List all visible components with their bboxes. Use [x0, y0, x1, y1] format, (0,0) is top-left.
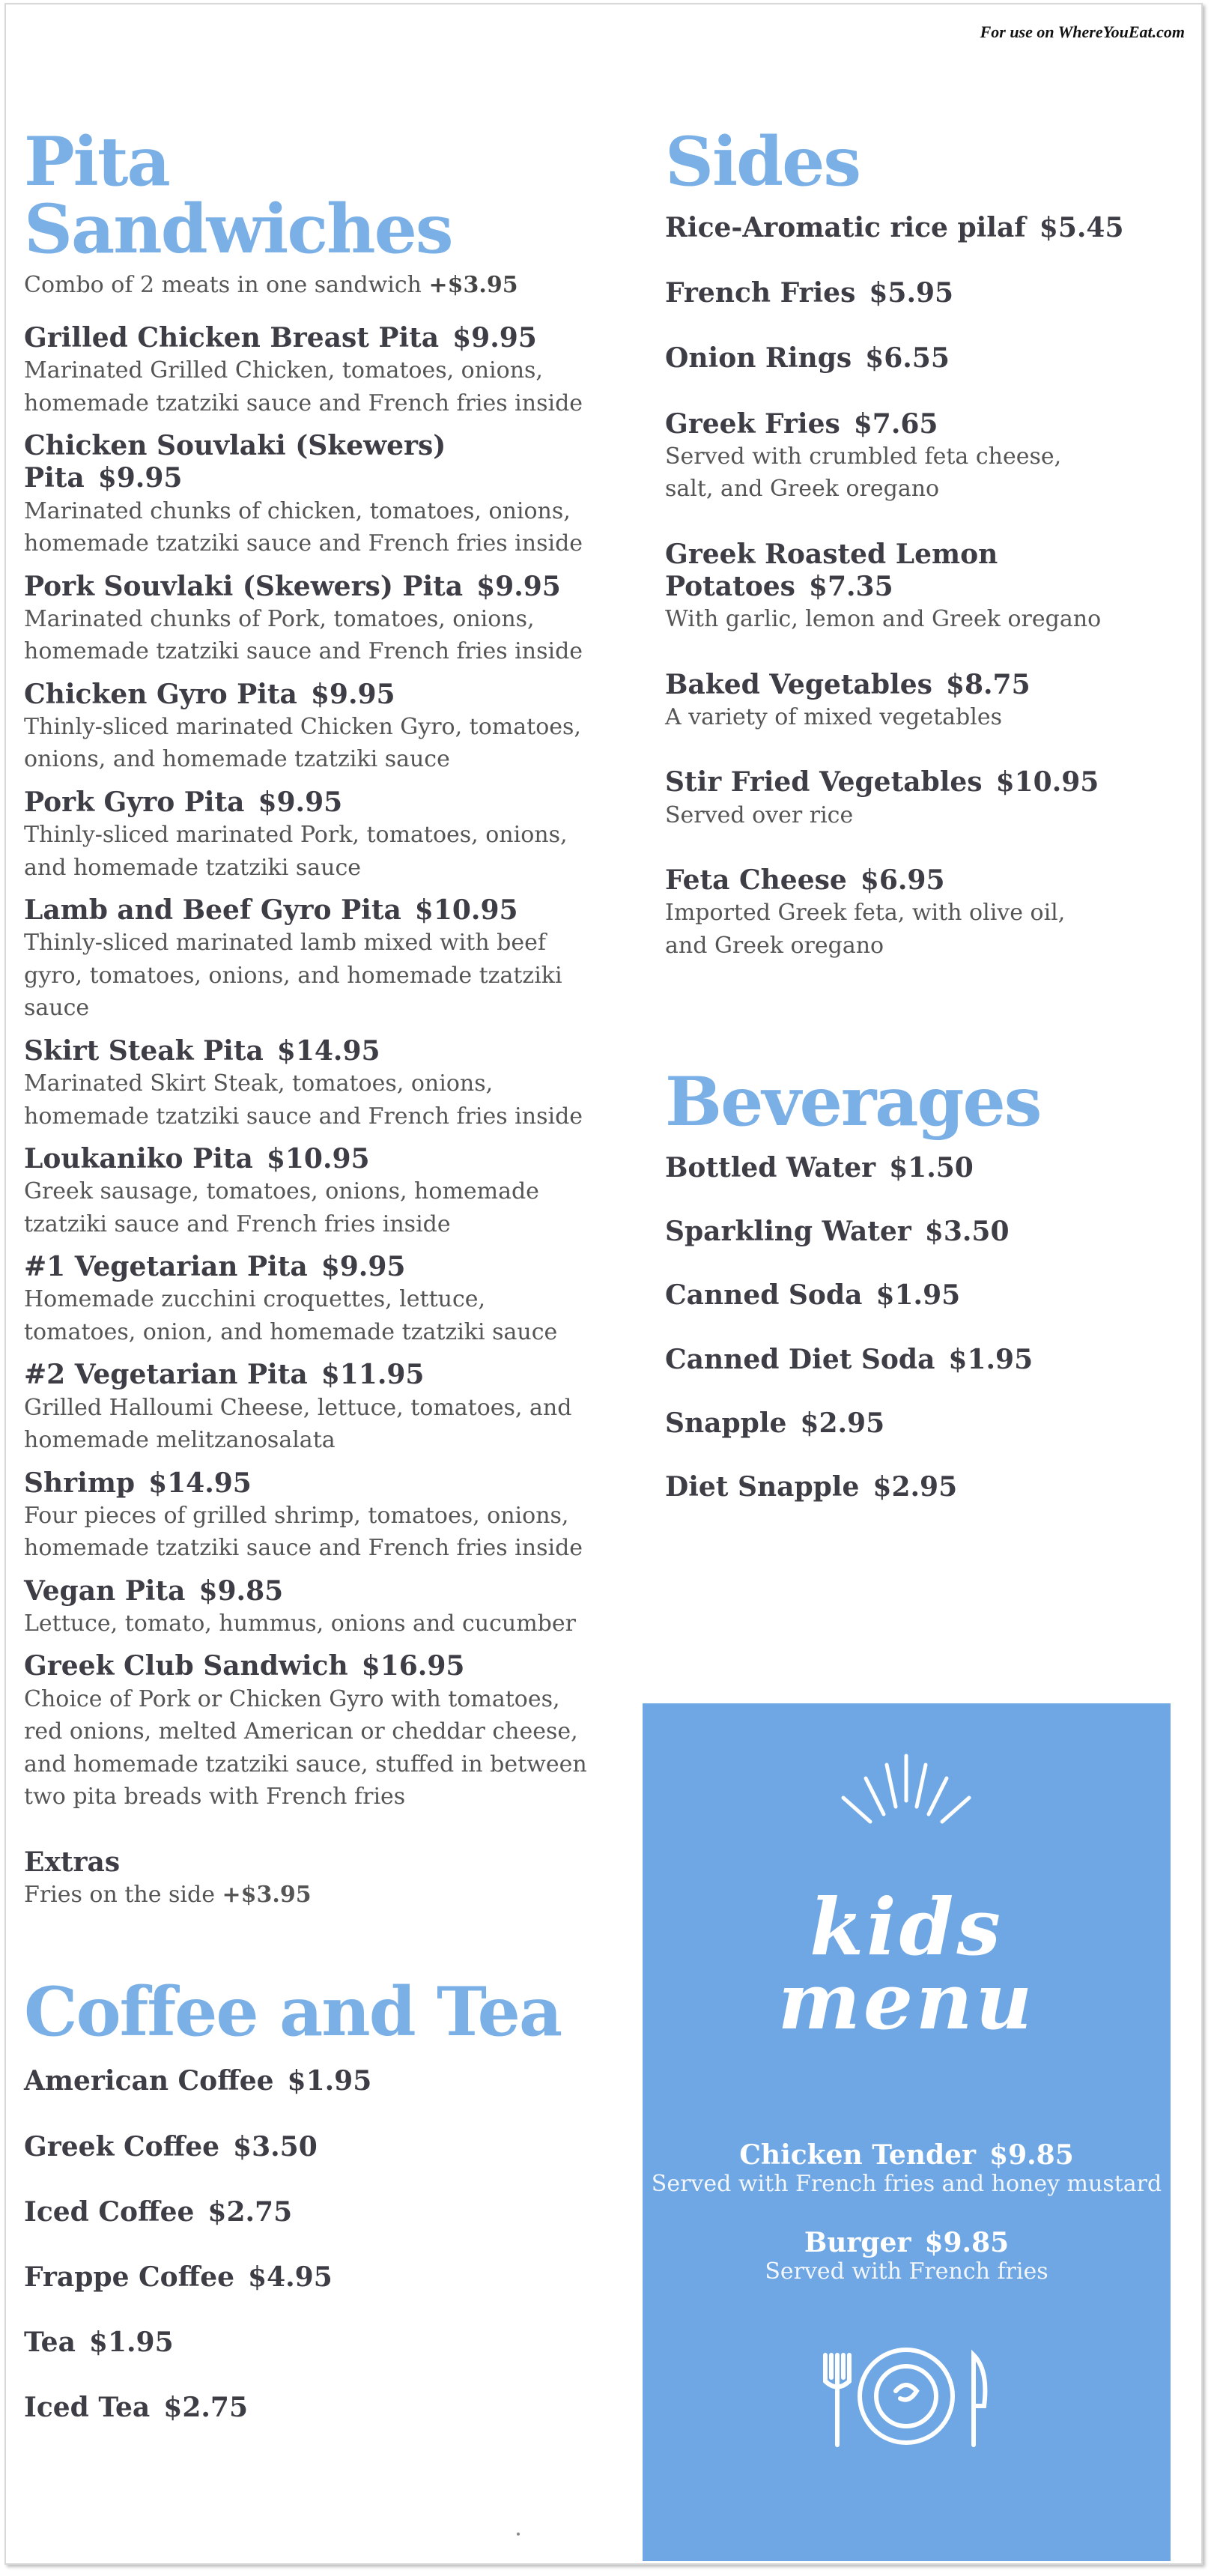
item-name: Baked Vegetables	[665, 668, 932, 700]
menu-item	[665, 408, 1189, 506]
item-price: $6.95	[860, 864, 945, 896]
item-name: Greek Roasted Lemon Potatoes	[665, 538, 998, 602]
item-price: $2.75	[163, 2392, 248, 2424]
item-price: $2.95	[800, 1407, 885, 1439]
item-description: Thinly-sliced marinated lamb mixed with beef gyro, tomatoes, onions, and homemade tzatziki sauce	[24, 930, 562, 1022]
item-price: $9.95	[321, 1251, 406, 1283]
menu-item	[24, 1467, 601, 1565]
menu-item	[24, 2261, 601, 2294]
item-description: A variety of mixed vegetables	[665, 703, 1002, 730]
menu-item	[24, 2131, 601, 2163]
item-price: $9.85	[198, 1575, 284, 1607]
item-name: Rice-Aromatic rice pilaf	[665, 212, 1026, 243]
item-price: $11.95	[321, 1359, 425, 1391]
kids-title-line2: menu	[777, 1954, 1036, 2047]
menu-item	[665, 277, 1189, 309]
item-price: $9.95	[452, 322, 537, 354]
item-description: Marinated Skirt Steak, tomatoes, onions, homemade tzatziki sauce and French fries inside	[24, 1070, 583, 1130]
item-description: Served with crumbled feta cheese, salt, and Greek oregano	[665, 443, 1062, 503]
combo-note-text: Combo of 2 meats in one sandwich	[24, 272, 422, 298]
item-name: Pork Souvlaki (Skewers) Pita	[24, 570, 464, 602]
kids-item-description: Served with French fries	[765, 2258, 1048, 2285]
item-name: Sparkling Water	[665, 1216, 911, 1248]
menu-item	[24, 1143, 601, 1240]
item-price: $6.55	[865, 342, 950, 375]
item-price: $9.95	[310, 678, 395, 710]
item-name: Grilled Chicken Breast Pita	[24, 322, 440, 354]
item-description: Four pieces of grilled shrimp, tomatoes, onions, homemade tzatziki sauce and French fries inside	[24, 1502, 583, 1562]
item-price: $9.85	[924, 2227, 1010, 2258]
item-price: $14.95	[148, 1467, 252, 1499]
item-name: Snapple	[665, 1407, 787, 1439]
item-price: $9.95	[258, 786, 343, 818]
menu-item	[24, 2392, 601, 2424]
item-name: Burger	[804, 2227, 911, 2258]
item-description: Marinated Grilled Chicken, tomatoes, onions, homemade tzatziki sauce and French fries inside	[24, 357, 583, 416]
item-description: Grilled Halloumi Cheese, lettuce, tomatoes, and homemade melitzanosalata	[24, 1394, 572, 1454]
item-price: $10.95	[995, 766, 1099, 798]
item-name: Iced Tea	[24, 2392, 151, 2424]
item-price: $9.85	[989, 2139, 1074, 2171]
menu-item	[24, 1359, 601, 1456]
menu-item	[24, 322, 601, 419]
sparkle-burst-icon	[822, 1748, 991, 1838]
item-description: Thinly-sliced marinated Pork, tomatoes, onions, and homemade tzatziki sauce	[24, 822, 568, 881]
item-name: Stir Fried Vegetables	[665, 766, 983, 798]
menu-item	[665, 212, 1189, 244]
combo-note	[24, 272, 601, 298]
item-name: Canned Diet Soda	[665, 1343, 935, 1375]
item-description: Served over rice	[665, 801, 854, 828]
menu-item	[24, 1035, 601, 1133]
item-description: Lettuce, tomato, hummus, onions and cucumber	[24, 1610, 576, 1637]
item-description: Thinly-sliced marinated Chicken Gyro, tomatoes, onions, and homemade tzatziki sauce	[24, 713, 581, 773]
item-price: $10.95	[266, 1143, 370, 1175]
menu-item	[24, 2327, 601, 2359]
menu-item	[665, 539, 1189, 636]
coffee-tea-section	[24, 1972, 601, 2424]
menu-item	[665, 1152, 1189, 1184]
menu-item	[665, 1407, 1189, 1440]
extras-price: +$3.95	[222, 1881, 312, 1908]
beverages-section	[665, 1062, 1189, 1535]
credit-line: For use on WhereYouEat.com	[980, 22, 1185, 41]
kids-menu-title	[643, 1881, 1171, 2047]
extras-block	[24, 1846, 601, 1912]
item-price: $1.95	[287, 2065, 372, 2097]
pita-list	[24, 322, 601, 1813]
item-name: French Fries	[665, 277, 856, 309]
menu-sheet	[4, 3, 1203, 2565]
item-price: $14.95	[276, 1034, 380, 1067]
menu-item	[24, 1251, 601, 1348]
item-price: $2.95	[872, 1470, 958, 1503]
extras-line	[24, 1879, 601, 1912]
item-price: $4.95	[248, 2261, 333, 2293]
menu-item	[665, 342, 1189, 375]
item-name: Feta Cheese	[665, 864, 847, 896]
stray-dot	[517, 2533, 520, 2536]
item-price: $7.35	[808, 570, 893, 602]
item-price: $5.45	[1039, 212, 1124, 243]
item-name: Onion Rings	[665, 342, 852, 375]
menu-item	[665, 766, 1189, 831]
menu-item	[665, 1471, 1189, 1503]
menu-item	[24, 571, 601, 668]
item-price: $10.95	[414, 894, 518, 927]
item-name: Pork Gyro Pita	[24, 786, 245, 818]
item-price: $9.95	[97, 462, 183, 494]
item-name: Greek Fries	[665, 407, 840, 440]
item-name: Iced Coffee	[24, 2195, 195, 2228]
item-name: Canned Soda	[665, 1279, 863, 1312]
menu-item	[24, 430, 601, 560]
kids-item-name	[643, 2139, 1171, 2171]
menu-item	[665, 669, 1189, 734]
section-title-sides: Sides	[665, 122, 861, 201]
kids-title-line1: kids	[810, 1881, 1004, 1973]
item-price: $3.50	[924, 1216, 1010, 1248]
menu-item	[665, 864, 1189, 962]
menu-item	[24, 2065, 601, 2097]
menu-item	[24, 679, 601, 776]
item-price: $1.50	[889, 1152, 974, 1184]
section-title-pita: Pita Sandwiches	[24, 122, 452, 269]
section-title-coffee: Coffee and Tea	[24, 1972, 562, 2052]
menu-item	[665, 1279, 1189, 1312]
item-description: With garlic, lemon and Greek oregano	[665, 606, 1102, 633]
extras-text: Fries on the side	[24, 1881, 215, 1908]
item-name: Shrimp	[24, 1467, 136, 1499]
item-name: Frappe Coffee	[24, 2261, 235, 2293]
sides-section	[665, 122, 1189, 995]
item-description: Choice of Pork or Chicken Gyro with tomatoes, red onions, melted American or cheddar cheese, and homemade tzatziki sauce, stuffed in between two pita breads with French fries	[24, 1685, 587, 1810]
item-name: Greek Coffee	[24, 2130, 220, 2163]
item-price: $9.95	[476, 570, 561, 602]
combo-note-price: +$3.95	[428, 272, 518, 298]
item-price: $1.95	[948, 1343, 1034, 1375]
item-price: $1.95	[88, 2327, 174, 2359]
menu-item	[24, 1575, 601, 1640]
extras-title: Extras	[24, 1846, 121, 1878]
item-name: Vegan Pita	[24, 1575, 186, 1607]
item-price: $7.65	[853, 407, 938, 440]
kids-item-description: Served with French fries and honey mustard	[651, 2171, 1162, 2197]
item-name: American Coffee	[24, 2065, 274, 2097]
section-title-beverages: Beverages	[665, 1062, 1041, 1142]
item-price: $3.50	[233, 2130, 318, 2163]
item-price: $2.75	[207, 2195, 293, 2228]
item-name: Greek Club Sandwich	[24, 1650, 348, 1682]
item-name: Lamb and Beef Gyro Pita	[24, 894, 401, 927]
item-name: Tea	[24, 2327, 76, 2359]
menu-item	[665, 1344, 1189, 1376]
kids-items	[643, 2139, 1171, 2315]
item-name: Chicken Gyro Pita	[24, 678, 297, 710]
item-name: Diet Snapple	[665, 1470, 860, 1503]
item-price: $1.95	[875, 1279, 961, 1312]
item-description: Imported Greek feta, with olive oil, and Greek oregano	[665, 900, 1066, 959]
menu-item	[24, 894, 601, 1025]
item-name: #2 Vegetarian Pita	[24, 1359, 308, 1391]
menu-item	[665, 1216, 1189, 1248]
item-price: $5.95	[869, 277, 954, 309]
left-column	[24, 122, 601, 2457]
kids-item-name	[643, 2227, 1171, 2258]
kids-menu-panel	[643, 1703, 1171, 2561]
item-name: Chicken Souvlaki (Skewers) Pita	[24, 430, 446, 494]
item-description: Greek sausage, tomatoes, onions, homemade tzatziki sauce and French fries inside	[24, 1178, 539, 1237]
menu-item	[24, 1650, 601, 1813]
item-description: Marinated chunks of Pork, tomatoes, onions, homemade tzatziki sauce and French fries inside	[24, 605, 583, 665]
item-name: Skirt Steak Pita	[24, 1034, 264, 1067]
item-description: Marinated chunks of chicken, tomatoes, onions, homemade tzatziki sauce and French fries inside	[24, 497, 583, 557]
item-description: Homemade zucchini croquettes, lettuce, tomatoes, onion, and homemade tzatziki sauce	[24, 1286, 558, 1345]
plate-fork-knife-icon	[815, 2340, 998, 2452]
menu-item	[24, 2196, 601, 2228]
item-price: $8.75	[945, 668, 1031, 700]
item-name: Bottled Water	[665, 1152, 876, 1184]
item-name: Chicken Tender	[739, 2139, 977, 2171]
item-name: Loukaniko Pita	[24, 1143, 253, 1175]
item-price: $16.95	[361, 1650, 465, 1682]
item-name: #1 Vegetarian Pita	[24, 1251, 308, 1283]
menu-item	[24, 787, 601, 884]
